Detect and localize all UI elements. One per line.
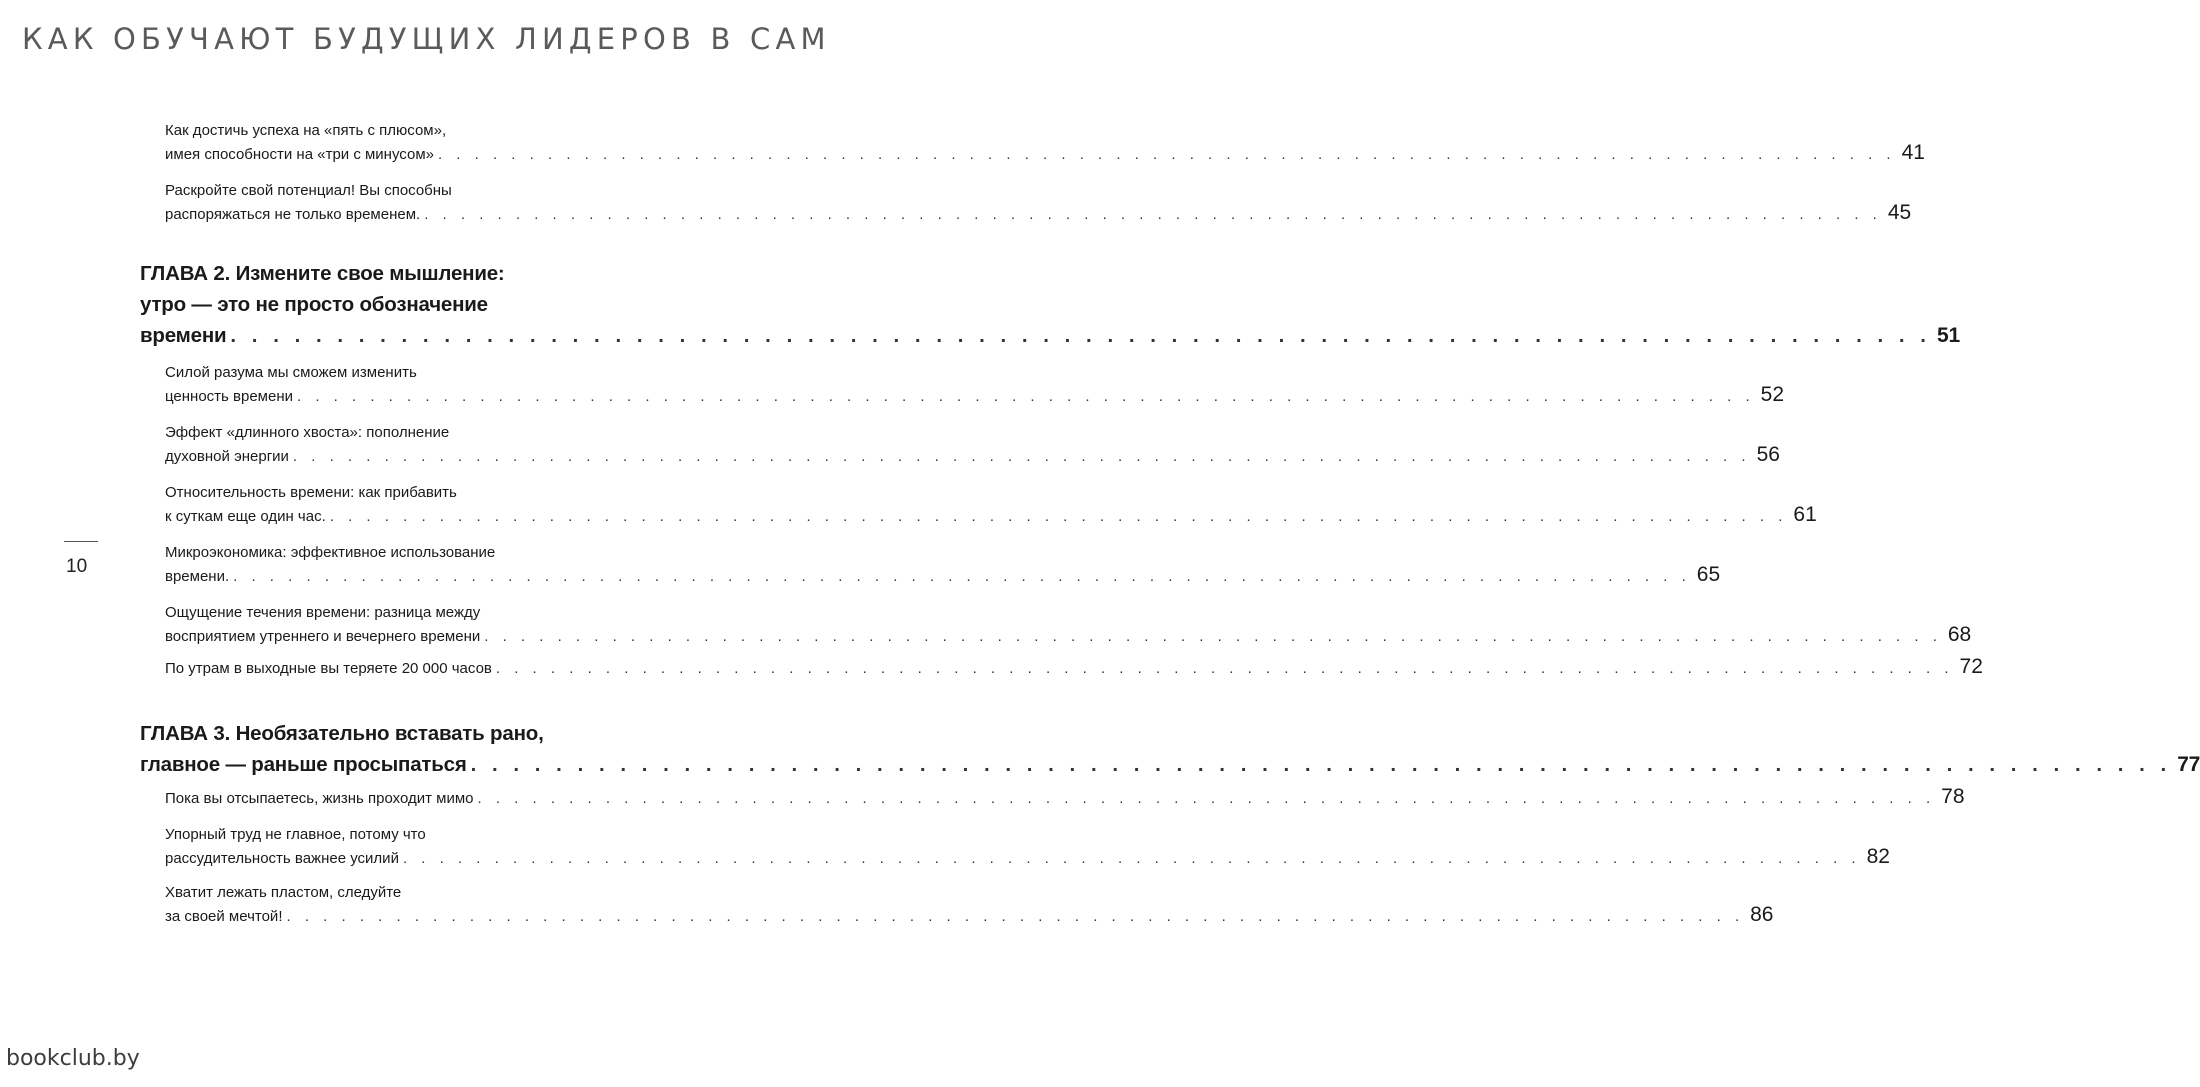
toc-entry-title-line: времени. [165,568,230,585]
toc-page-number: 77 [2177,753,2200,776]
toc-entry-title-line: ГЛАВА 3. Необязательно вставать рано, [140,722,544,745]
toc-section-entry [165,542,1721,588]
dot-leader: . . . . . . . . . . . . . . . . . . . . . . . . . . . . . . . . . . . . . . . . . . . . . . . . . . . . . . . . . . . . . . . . . . . . . . . . . . . . . . . . [286,908,1745,925]
toc-entry-title-line: имея способности на «три с минусом» [165,146,434,163]
toc-entry-title-line: Силой разума мы сможем изменить [165,364,417,381]
toc-entry-title-line: ценность времени [165,388,293,405]
toc-entry-title-line: главное — раньше просыпаться [140,753,467,776]
toc-page-number: 68 [1947,623,1972,646]
dot-leader: . . . . . . . . . . . . . . . . . . . . . . . . . . . . . . . . . . . . . . . . . . . . . . . . . . . . . . . . . . . . . . . . . . . . . . . . . . . . . . . . [424,206,1882,223]
toc-entry-title-line: духовной энергии [165,448,289,465]
dot-leader: . . . . . . . . . . . . . . . . . . . . . . . . . . . . . . . . . . . . . . . . . . . . . . . . . . . . . . . . . . . . . . . . . . . . . . . . . . . . . . . . [437,146,1896,163]
dot-leader: . . . . . . . . . . . . . . . . . . . . . . . . . . . . . . . . . . . . . . . . . . . . . . . . . . . . . . . . . . . . . . . . . . . . . . . . . . . . . . . . [484,628,1942,645]
toc-entry-title-line: рассудительность важнее усилий [165,850,399,867]
toc-page-number: 65 [1696,563,1721,586]
toc-entry-title-line: Как достичь успеха на «пять с плюсом», [165,122,447,139]
toc-entry-title-line: ГЛАВА 2. Измените свое мышление: [140,262,505,285]
dot-leader: . . . . . . . . . . . . . . . . . . . . . . . . . . . . . . . . . . . . . . . . . . . . . . . . . . . . . . . . . . . . . . . . . . . . . . . . . . . . . . . . [495,660,1954,677]
toc-section-entry [165,785,1965,810]
toc-section-entry [165,180,1912,226]
dot-leader: . . . . . . . . . . . . . . . . . . . . . . . . . . . . . . . . . . . . . . . . . . . . . . . . . . . . . . . . . . . . . . . . . . . . . . . . . . . . . . . . [292,448,1751,465]
toc-section-entry [165,824,1890,870]
toc-section-entry [165,655,1983,680]
toc-page-number: 51 [1937,324,1960,347]
dot-leader: . . . . . . . . . . . . . . . . . . . . . . . . . . . . . . . . . . . . . . . . . . . . . . . . . . . . . . . . . . . . . . . . . . . . . . . . . . . . . . . . [470,753,2172,776]
toc-section-entry [165,482,1817,528]
page-number: 10 [66,556,88,577]
toc-entry-title-line: Хватит лежать пластом, следуйте [165,884,402,901]
dot-leader: . . . . . . . . . . . . . . . . . . . . . . . . . . . . . . . . . . . . . . . . . . . . . . . . . . . . . . . . . . . . . . . . . . . . . . . . . . . . . . . . [329,508,1788,525]
toc-entry-title-line: утро — это не просто обозначение [140,293,488,316]
toc-section-entry [165,422,1780,468]
toc-page-number: 45 [1887,201,1912,224]
dot-leader: . . . . . . . . . . . . . . . . . . . . . . . . . . . . . . . . . . . . . . . . . . . . . . . . . . . . . . . . . . . . . . . . . . . . . . . . . . . . . . . . [477,790,1936,807]
toc-chapter-entry [140,718,2200,780]
watermark: bookclub.by [6,1046,140,1071]
dot-leader: . . . . . . . . . . . . . . . . . . . . . . . . . . . . . . . . . . . . . . . . . . . . . . . . . . . . . . . . . . . . . . . . . . . . . . . . . . . . . . . . [230,324,1931,347]
running-head: КАК ОБУЧАЮТ БУДУЩИХ ЛИДЕРОВ В САМ [22,22,831,56]
toc-page-number: 86 [1750,903,1774,926]
toc-chapter-entry [140,258,1960,351]
toc-entry-title-line: Упорный труд не главное, потому что [165,826,426,843]
toc-entry-title-line: Эффект «длинного хвоста»: пополнение [165,424,450,441]
toc-page-number: 56 [1756,443,1780,466]
toc-entry-title-line: По утрам в выходные вы теряете 20 000 часов [165,660,492,677]
toc-section-entry [165,362,1784,408]
toc-page-number: 61 [1793,503,1817,526]
toc-entry-title-line: Относительность времени: как прибавить [165,484,457,501]
dot-leader: . . . . . . . . . . . . . . . . . . . . . . . . . . . . . . . . . . . . . . . . . . . . . . . . . . . . . . . . . . . . . . . . . . . . . . . . . . . . . . . . [297,388,1755,405]
toc-entry-title-line: к суткам еще один час. [165,508,326,525]
toc-entry-title-line: Раскройте свой потенциал! Вы способны [165,182,452,199]
toc-section-entry [165,120,1925,166]
toc-entry-title-line: Микроэкономика: эффективное использование [165,544,496,561]
toc-entry-title-line: Пока вы отсыпаетесь, жизнь проходит мимо [165,790,474,807]
toc-section-entry [165,602,1972,648]
dot-leader: . . . . . . . . . . . . . . . . . . . . . . . . . . . . . . . . . . . . . . . . . . . . . . . . . . . . . . . . . . . . . . . . . . . . . . . . . . . . . . . . [233,568,1691,585]
toc-section-entry [165,882,1774,928]
toc-entry-title-line: времени [140,324,227,347]
dot-leader: . . . . . . . . . . . . . . . . . . . . . . . . . . . . . . . . . . . . . . . . . . . . . . . . . . . . . . . . . . . . . . . . . . . . . . . . . . . . . . . . [402,850,1861,867]
toc-entry-title-line: распоряжаться не только временем. [165,206,421,223]
toc-page-number: 41 [1901,141,1925,164]
toc-entry-title-line: за своей мечтой! [165,908,283,925]
toc-page-number: 52 [1760,383,1784,406]
page-number-rule [64,541,98,542]
toc-page-number: 72 [1959,655,1983,678]
toc-entry-title-line: восприятием утреннего и вечернего времени [165,628,481,645]
toc-page-number: 78 [1941,785,1965,808]
toc-entry-title-line: Ощущение течения времени: разница между [165,604,481,621]
toc-page-number: 82 [1866,845,1890,868]
